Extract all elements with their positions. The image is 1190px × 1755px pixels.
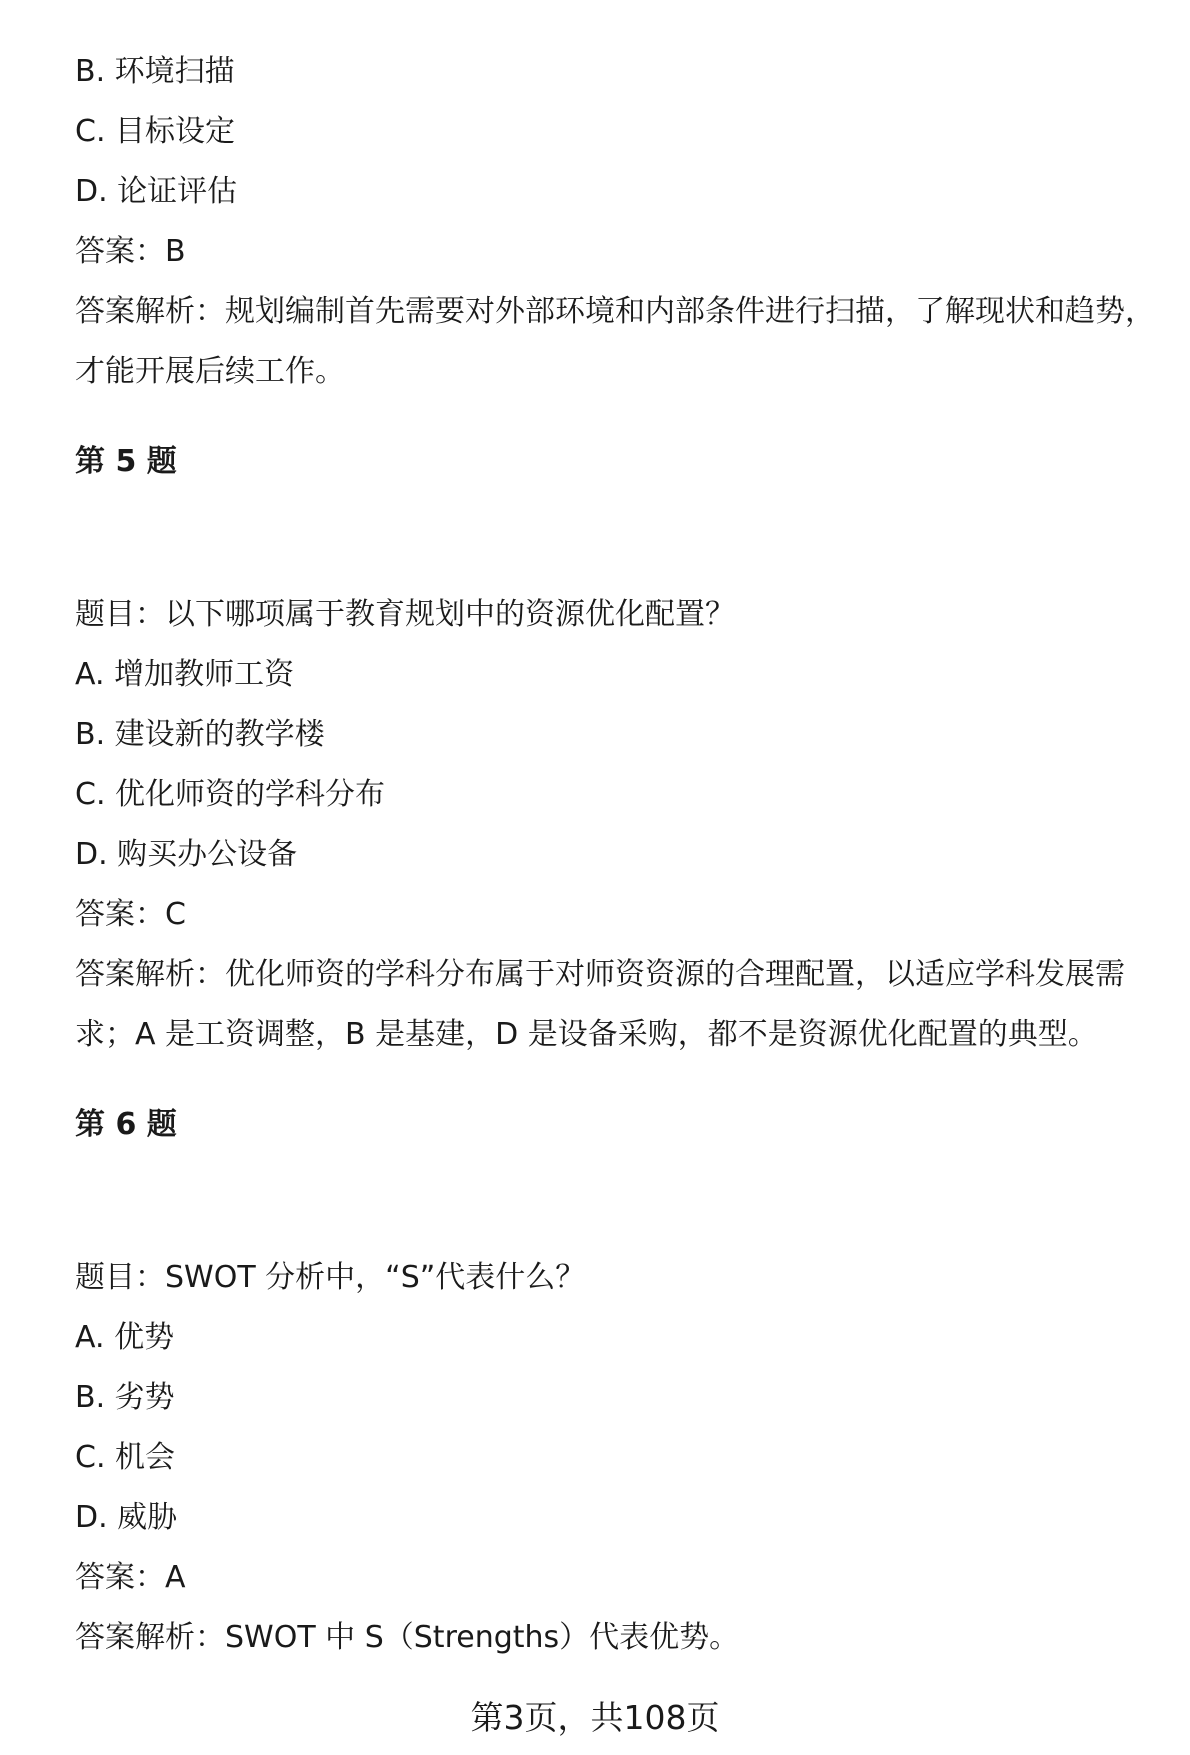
question-5-option-a: A. 增加教师工资: [75, 657, 295, 692]
option-d: D. 论证评估: [75, 174, 238, 209]
question-6-option-a: A. 优势: [75, 1320, 175, 1355]
question-5-explanation-line-1: 答案解析：优化师资的学科分布属于对师资资源的合理配置，以适应学科发展需: [75, 957, 1125, 992]
question-5-explanation-line-2: 求；A 是工资调整，B 是基建，D 是设备采购，都不是资源优化配置的典型。: [75, 1017, 1098, 1052]
explanation-line-2: 才能开展后续工作。: [75, 354, 345, 389]
answer: 答案：B: [75, 234, 186, 269]
question-5-stem: 题目：以下哪项属于教育规划中的资源优化配置？: [75, 597, 735, 632]
question-6-stem: 题目：SWOT 分析中，“S”代表什么？: [75, 1260, 586, 1295]
question-6-explanation: 答案解析：SWOT 中 S（Strengths）代表优势。: [75, 1620, 740, 1655]
question-6-heading: 第 6 题: [75, 1107, 177, 1142]
page-number: 第3页，共108页: [470, 1698, 720, 1737]
option-c: C. 目标设定: [75, 114, 236, 149]
question-5-option-d: D. 购买办公设备: [75, 837, 298, 872]
question-6-answer: 答案：A: [75, 1560, 186, 1595]
question-5-answer: 答案：C: [75, 897, 186, 932]
question-6-option-d: D. 威胁: [75, 1500, 178, 1535]
option-b: B. 环境扫描: [75, 54, 235, 89]
question-6-option-b: B. 劣势: [75, 1380, 175, 1415]
explanation-line-1: 答案解析：规划编制首先需要对外部环境和内部条件进行扫描，了解现状和趋势，: [75, 294, 1155, 329]
question-5-option-b: B. 建设新的教学楼: [75, 717, 325, 752]
question-5-option-c: C. 优化师资的学科分布: [75, 777, 386, 812]
question-5-heading: 第 5 题: [75, 444, 177, 479]
question-6-option-c: C. 机会: [75, 1440, 176, 1475]
